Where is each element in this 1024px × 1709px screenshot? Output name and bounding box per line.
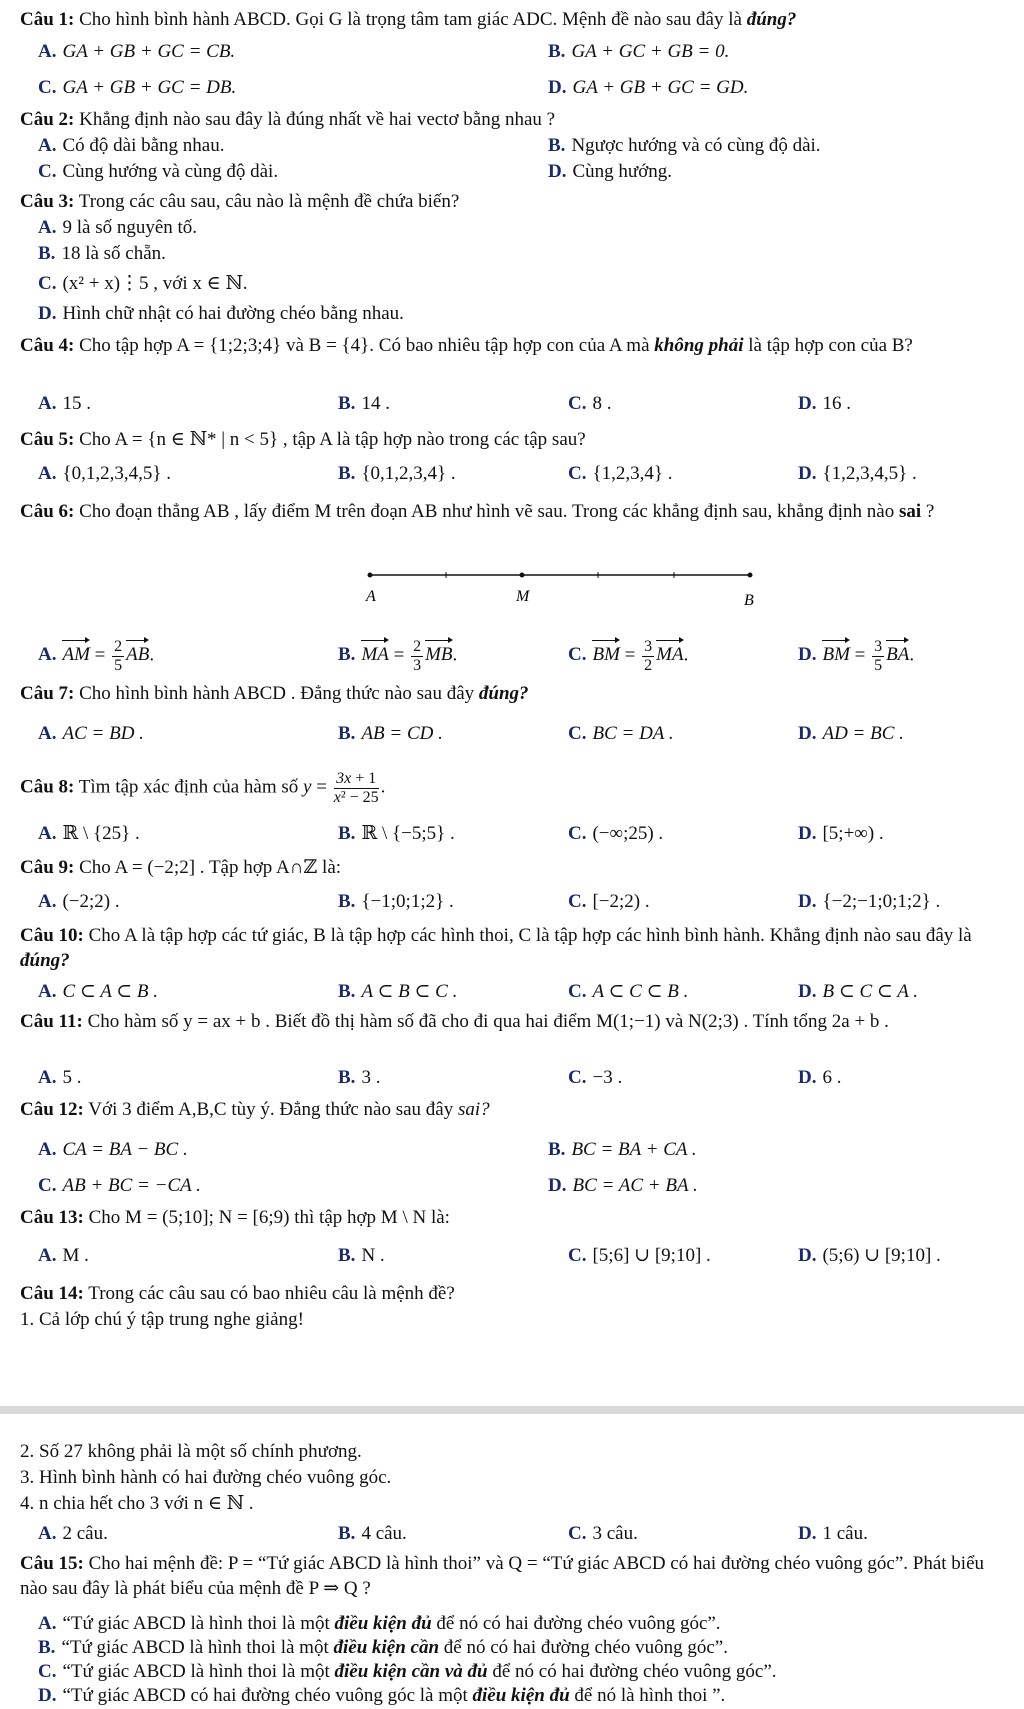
- q13-option-c[interactable]: C. [5;6] ∪ [9;10] .: [568, 1245, 711, 1266]
- q14-statement-1: 1. Cả lớp chú ý tập trung nghe giảng!: [20, 1309, 304, 1330]
- point-m: [520, 573, 525, 578]
- label-b: B: [744, 592, 754, 609]
- q12-option-a[interactable]: A. CA = BA − BC .: [38, 1139, 188, 1160]
- q10-option-d[interactable]: D. B ⊂ C ⊂ A .: [798, 981, 919, 1002]
- function-fraction: $\frac{3x + 1}{\text{x² − 25}}$: [333, 770, 379, 806]
- q10-option-a[interactable]: A. C ⊂ A ⊂ B .: [38, 981, 159, 1002]
- q12-option-d[interactable]: D. BC = AC + BA .: [548, 1175, 698, 1196]
- q2-option-a[interactable]: A. Có độ dài bằng nhau.: [38, 135, 225, 156]
- q13-option-a[interactable]: A. M .: [38, 1245, 89, 1266]
- q5-option-a[interactable]: A. {0,1,2,3,4,5} .: [38, 463, 171, 484]
- q8-option-a[interactable]: A. ℝ \ {25} .: [38, 823, 140, 844]
- q15-option-d[interactable]: D. “Tứ giác ABCD có hai đường chéo vuông góc là một điều kiện đủ để nó là hình thoi ”.: [38, 1685, 726, 1706]
- question-2: Câu 2: Khẳng định nào sau đây là đúng nhất về hai vectơ bằng nhau ?: [20, 109, 556, 130]
- q11-option-b[interactable]: B. 3 .: [338, 1067, 381, 1088]
- q13-option-b[interactable]: B. N .: [338, 1245, 385, 1266]
- q2-option-c[interactable]: C. Cùng hướng và cùng độ dài.: [38, 161, 279, 182]
- q14-option-d[interactable]: D. 1 câu.: [798, 1523, 868, 1544]
- q9-option-a[interactable]: A. (−2;2) .: [38, 891, 120, 912]
- q6-option-d[interactable]: D. BM = $\frac{3}{5}$ BA.: [798, 638, 915, 674]
- q10-option-b[interactable]: B. A ⊂ B ⊂ C .: [338, 981, 458, 1002]
- q3-option-b[interactable]: B. 18 là số chẵn.: [38, 243, 166, 264]
- q12-option-b[interactable]: B. BC = BA + CA .: [548, 1139, 697, 1160]
- question-11: Câu 11: Cho hàm số y = ax + b . Biết đồ thị hàm số đã cho đi qua hai điểm M(1;−1) và N(2;3) . Tính tổng 2a + b .: [20, 1011, 889, 1032]
- q13-option-d[interactable]: D. (5;6) ∪ [9;10] .: [798, 1245, 941, 1266]
- q8-option-b[interactable]: B. ℝ \ {−5;5} .: [338, 823, 455, 844]
- q7-option-c[interactable]: C. BC = DA .: [568, 723, 674, 744]
- question-4: Câu 4: Cho tập hợp A = {1;2;3;4} và B = {4}. Có bao nhiêu tập hợp con của A mà không phải là tập hợp con của B?: [20, 335, 913, 356]
- q6-option-a[interactable]: A. AM = $\frac{2}{5}$ AB.: [38, 638, 155, 674]
- q1-option-b[interactable]: B. GA + GC + GB = 0.: [548, 41, 730, 62]
- q9-option-d[interactable]: D. {−2;−1;0;1;2} .: [798, 891, 941, 912]
- q10-option-c[interactable]: C. A ⊂ C ⊂ B .: [568, 981, 689, 1002]
- question-12: Câu 12: Với 3 điểm A,B,C tùy ý. Đẳng thức nào sau đây sai?: [20, 1099, 490, 1120]
- question-7: Câu 7: Cho hình bình hành ABCD . Đẳng thức nào sau đây đúng?: [20, 683, 529, 704]
- label-m: M: [516, 588, 530, 605]
- q12-option-c[interactable]: C. AB + BC = −CA .: [38, 1175, 201, 1196]
- q14-option-b[interactable]: B. 4 câu.: [338, 1523, 407, 1544]
- point-b: [748, 573, 753, 578]
- q3-option-d[interactable]: D. Hình chữ nhật có hai đường chéo bằng nhau.: [38, 303, 404, 324]
- question-10: Câu 10: Cho A là tập hợp các tứ giác, B là tập hợp các hình thoi, C là tập hợp các hình bình hành. Khẳng định nào sau đây là đúng?: [20, 925, 972, 971]
- question-8: Câu 8: Tìm tập xác định của hàm số y = $\frac{3x + 1}{\text{x² − 25}}$ .: [20, 770, 386, 806]
- q4-option-a[interactable]: A. 15 .: [38, 393, 91, 414]
- page-break-band: [0, 1406, 1024, 1414]
- q14-option-a[interactable]: A. 2 câu.: [38, 1523, 108, 1544]
- q9-option-c[interactable]: C. [−2;2) .: [568, 891, 650, 912]
- q4-option-b[interactable]: B. 14 .: [338, 393, 390, 414]
- q4-option-d[interactable]: D. 16 .: [798, 393, 851, 414]
- q8-option-d[interactable]: D. [5;+∞) .: [798, 823, 884, 844]
- point-a: [368, 573, 373, 578]
- question-15: Câu 15: Cho hai mệnh đề: P = “Tứ giác ABCD là hình thoi” và Q = “Tứ giác ABCD có hai đường chéo vuông góc”. Phát biểu nào sau đây là phát biểu của mệnh đề P ⇒ Q ?: [20, 1553, 985, 1599]
- segment-figure: [360, 565, 760, 615]
- q3-option-a[interactable]: A. 9 là số nguyên tố.: [38, 217, 198, 238]
- q6-option-b[interactable]: B. MA = $\frac{2}{3}$ MB.: [338, 638, 458, 674]
- question-14: Câu 14: Trong các câu sau có bao nhiêu câu là mệnh đề?: [20, 1283, 455, 1304]
- q14-statement-4: 4. n chia hết cho 3 với n ∈ ℕ .: [20, 1493, 254, 1514]
- q6-option-c[interactable]: C. BM = $\frac{3}{2}$ MA.: [568, 638, 689, 674]
- q8-option-c[interactable]: C. (−∞;25) .: [568, 823, 664, 844]
- q9-option-b[interactable]: B. {−1;0;1;2} .: [338, 891, 454, 912]
- q5-option-b[interactable]: B. {0,1,2,3,4} .: [338, 463, 456, 484]
- q14-option-c[interactable]: C. 3 câu.: [568, 1523, 638, 1544]
- q11-option-c[interactable]: C. −3 .: [568, 1067, 623, 1088]
- q14-statement-3: 3. Hình bình hành có hai đường chéo vuông góc.: [20, 1467, 392, 1488]
- q7-option-b[interactable]: B. AB = CD .: [338, 723, 443, 744]
- question-6: Câu 6: Cho đoạn thẳng AB , lấy điểm M trên đoạn AB như hình vẽ sau. Trong các khẳng định sau, khẳng định nào sai ?: [20, 501, 935, 522]
- q11-option-a[interactable]: A. 5 .: [38, 1067, 82, 1088]
- question-5: Câu 5: Cho A = {n ∈ ℕ* | n < 5} , tập A là tập hợp nào trong các tập sau?: [20, 429, 586, 450]
- q14-statement-2: 2. Số 27 không phải là một số chính phương.: [20, 1441, 362, 1462]
- q5-option-d[interactable]: D. {1,2,3,4,5} .: [798, 463, 917, 484]
- q2-option-d[interactable]: D. Cùng hướng.: [548, 161, 673, 182]
- question-3: Câu 3: Trong các câu sau, câu nào là mệnh đề chứa biến?: [20, 191, 460, 212]
- q15-option-c[interactable]: C. “Tứ giác ABCD là hình thoi là một điều kiện cần và đủ để nó có hai đường chéo vuông góc”.: [38, 1661, 777, 1682]
- q15-option-a[interactable]: A. “Tứ giác ABCD là hình thoi là một điều kiện đủ để nó có hai đường chéo vuông góc”.: [38, 1613, 721, 1634]
- q1-option-c[interactable]: C. GA + GB + GC = DB.: [38, 77, 237, 98]
- q1-option-a[interactable]: A. GA + GB + GC = CB.: [38, 41, 236, 62]
- q1-option-d[interactable]: D. GA + GB + GC = GD.: [548, 77, 749, 98]
- question-13: Câu 13: Cho M = (5;10]; N = [6;9) thì tập hợp M \ N là:: [20, 1207, 450, 1228]
- q3-option-c[interactable]: C. (x² + x)⋮5 , với x ∈ ℕ.: [38, 273, 248, 294]
- q4-option-c[interactable]: C. 8 .: [568, 393, 612, 414]
- q2-option-b[interactable]: B. Ngược hướng và có cùng độ dài.: [548, 135, 821, 156]
- question-1: Câu 1: Cho hình bình hành ABCD. Gọi G là trọng tâm tam giác ADC. Mệnh đề nào sau đây là đúng?: [20, 9, 797, 30]
- label-a: A: [366, 588, 376, 605]
- question-9: Câu 9: Cho A = (−2;2] . Tập hợp A∩ℤ là:: [20, 857, 342, 878]
- q5-option-c[interactable]: C. {1,2,3,4} .: [568, 463, 673, 484]
- q7-option-d[interactable]: D. AD = BC .: [798, 723, 904, 744]
- q7-option-a[interactable]: A. AC = BD .: [38, 723, 144, 744]
- q11-option-d[interactable]: D. 6 .: [798, 1067, 842, 1088]
- q15-option-b[interactable]: B. “Tứ giác ABCD là hình thoi là một điều kiện cần để nó có hai đường chéo vuông góc”.: [38, 1637, 728, 1658]
